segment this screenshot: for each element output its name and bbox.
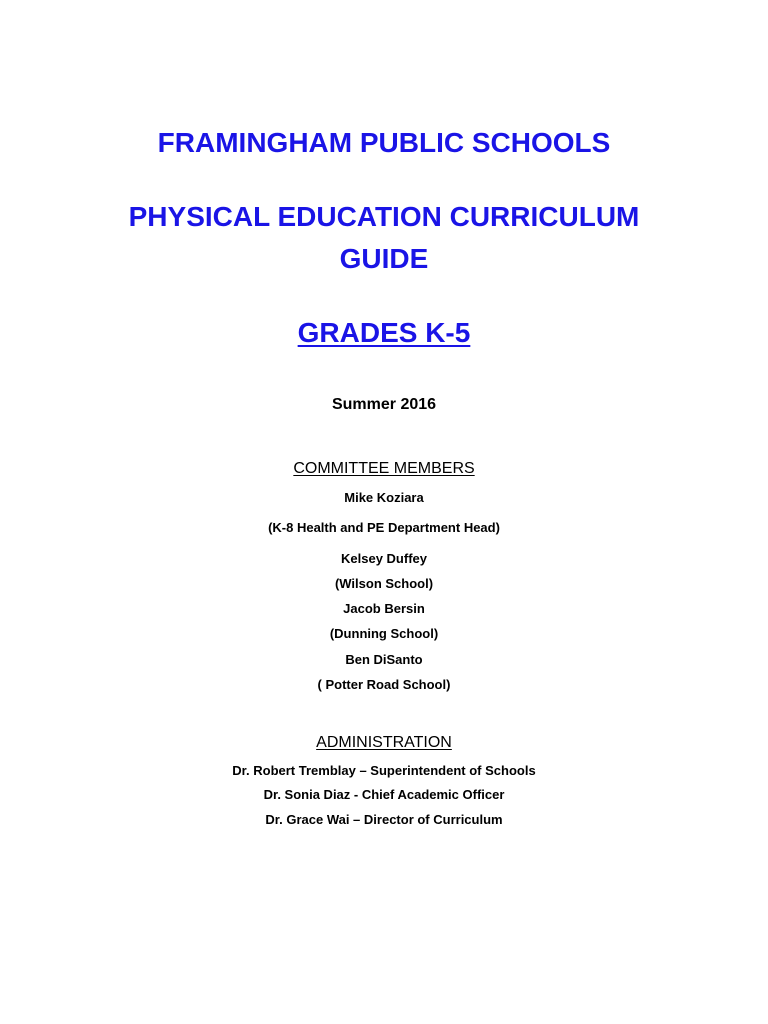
committee-line: ( Potter Road School) bbox=[317, 677, 451, 692]
committee-line: Mike Koziara bbox=[344, 490, 424, 505]
committee-line: (Wilson School) bbox=[334, 576, 434, 591]
guide-title-line-1: PHYSICAL EDUCATION CURRICULUM bbox=[128, 201, 640, 232]
administration-line: Dr. Sonia Diaz - Chief Academic Officer bbox=[263, 787, 505, 802]
committee-line: Jacob Bersin bbox=[343, 601, 425, 616]
committee-line: (Dunning School) bbox=[329, 626, 439, 641]
org-title: FRAMINGHAM PUBLIC SCHOOLS bbox=[157, 127, 611, 158]
grades-heading: GRADES K-5 bbox=[297, 317, 471, 348]
committee-line: (K-8 Health and PE Department Head) bbox=[268, 520, 500, 535]
committee-heading: COMMITTEE MEMBERS bbox=[293, 460, 475, 477]
administration-heading: ADMINISTRATION bbox=[316, 734, 452, 751]
administration-line: Dr. Robert Tremblay – Superintendent of Schools bbox=[232, 763, 536, 778]
committee-line: Ben DiSanto bbox=[345, 652, 423, 667]
committee-line: Kelsey Duffey bbox=[341, 551, 427, 566]
administration-line: Dr. Grace Wai – Director of Curriculum bbox=[265, 812, 503, 827]
publication-date: Summer 2016 bbox=[331, 396, 437, 413]
guide-title-line-2: GUIDE bbox=[339, 243, 429, 274]
